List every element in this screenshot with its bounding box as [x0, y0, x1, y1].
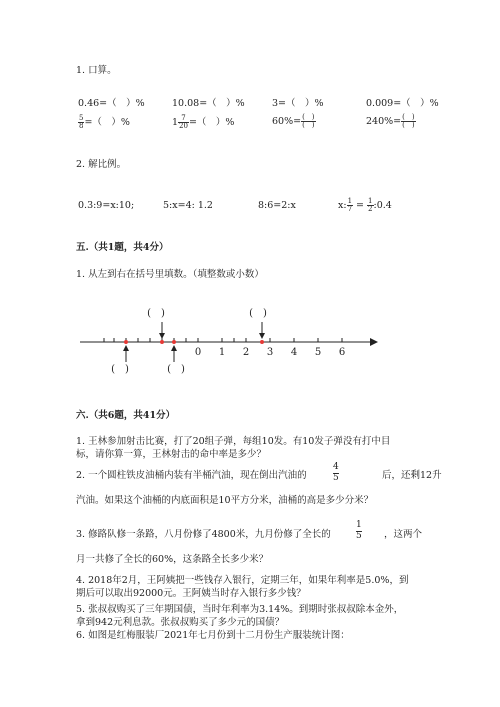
- problem-6-line-1: 6. 如图是红梅服装厂2021年七月份到十二月份生产服装统计图：: [76, 630, 350, 641]
- tick-label-6: 6: [338, 347, 346, 358]
- tick-label-4: 4: [290, 347, 298, 358]
- number-line-ticks: [104, 338, 342, 342]
- blank-bottom-2: ( ): [167, 364, 185, 375]
- q2-item-2: 5:x=4: 1.2: [163, 200, 213, 211]
- blank-bottom-1: ( ): [111, 364, 129, 375]
- blank-top-1: ( ): [147, 308, 165, 319]
- blank-top-2: ( ): [249, 308, 267, 319]
- problem-1-line-1: 1. 王林参加射击比赛，打了20组子弹，每组10发。有10发子弹没有打中目: [76, 436, 391, 447]
- problem-3-line-2: 月一共修了全长的60%，这条路全长多少米？: [76, 554, 269, 565]
- red-point-4: [260, 340, 264, 344]
- number-line-arrowhead: [370, 338, 378, 346]
- section-5-question: 1. 从左到右在括号里填数。（填整数或小数）: [76, 269, 264, 280]
- red-point-3: [172, 340, 176, 344]
- problem-1-line-2: 标，请你算一算，王林射击的命中率是多少？: [76, 449, 267, 460]
- problem-3-line-1-end: ，这两个: [384, 529, 423, 540]
- q1-item-7: 60%= $\frac{( )}{( )}$: [272, 113, 315, 129]
- tick-label-5: 5: [314, 347, 322, 358]
- q2-item-1: 0.3:9=x:10;: [78, 200, 135, 211]
- problem-2-line-2: 汽油。如果这个油桶的内底面积是10平方分米，油桶的高是多少分米？: [76, 495, 374, 506]
- tick-label-3: 3: [266, 347, 274, 358]
- q1-item-5: $\frac{5}{8}$ =（ ）%: [79, 114, 130, 130]
- q2-title: 2. 解比例。: [76, 159, 127, 170]
- q2-item-3: 8:6=2:x: [258, 200, 296, 211]
- problem-5-line-2: 拿到942元利息款。张叔叔购买了多少元的国债？: [76, 617, 285, 628]
- q1-item-3: 3=（ ）%: [272, 98, 324, 109]
- section-5-title: 五.（共1题，共4分）: [76, 242, 169, 253]
- tick-label-0: 0: [194, 347, 202, 358]
- problem-3-fraction: 1 5: [356, 520, 362, 541]
- problem-3-line-1: 3. 修路队修一条路，八月份修了4800米，九月份修了全长的: [76, 529, 331, 540]
- q1-item-4: 0.009=（ ）%: [366, 98, 439, 109]
- problem-5-line-1: 5. 张叔叔购买了三年期国债，当时年利率为3.14%。到期时张叔叔除本金外，: [76, 604, 404, 615]
- problem-2-line-1: 2. 一个圆柱铁皮油桶内装有半桶汽油，现在倒出汽油的: [76, 470, 307, 481]
- problem-2-fraction: 4 5: [333, 462, 339, 483]
- problem-4-line-1: 4. 2018年2月，王阿姨把一些钱存入银行，定期三年，如果年利率是5.0%，到: [76, 575, 409, 586]
- problem-2-line-1-end: 后，还剩12升: [382, 470, 442, 481]
- red-point-2: [160, 340, 164, 344]
- tick-label-1: 1: [218, 347, 226, 358]
- red-point-1: [124, 340, 128, 344]
- q1-item-6: 1 $\frac{7}{20}$ =（ ）%: [172, 114, 235, 130]
- number-line-figure: [76, 300, 386, 380]
- q1-title: 1. 口算。: [76, 65, 117, 76]
- q1-item-8: 240%= $\frac{( )}{( )}$: [366, 113, 415, 129]
- tick-label-2: 2: [242, 347, 250, 358]
- section-6-title: 六.（共6题，共41分）: [76, 410, 176, 421]
- problem-4-line-2: 期后可以取出92000元。王阿姨当时存入银行多少钱？: [76, 588, 306, 599]
- q2-item-4: x: $\frac{1}{7}$ = $\frac{1}{2}$ :0.4: [338, 197, 392, 213]
- q1-item-1: 0.46=（ ）%: [78, 98, 145, 109]
- q1-item-2: 10.08=（ ）%: [172, 98, 245, 109]
